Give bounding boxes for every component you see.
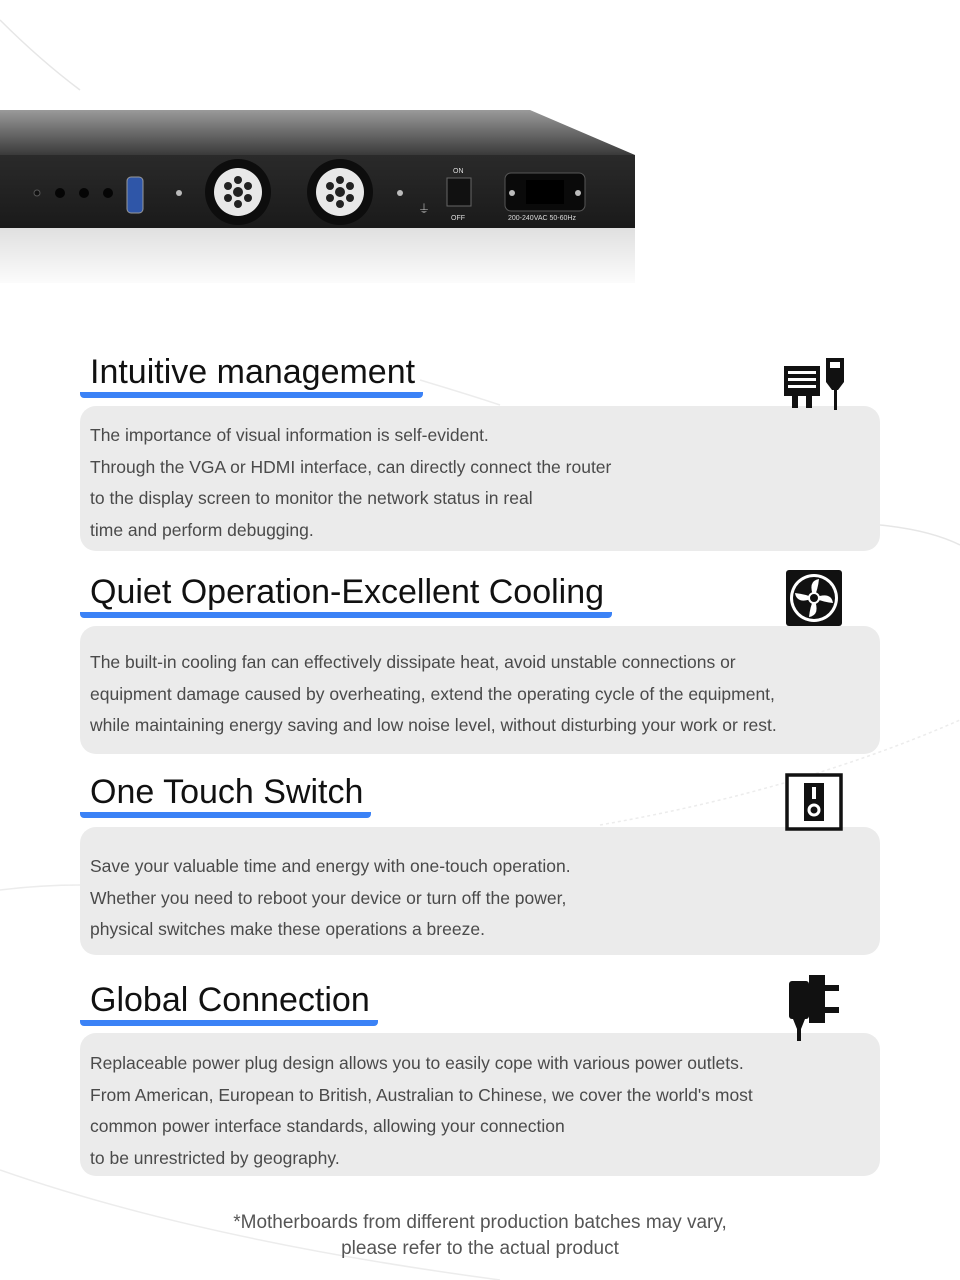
description-line: to be unrestricted by geography. [90,1147,340,1168]
description-line: Whether you need to reboot your device or turn off the power, [90,887,567,908]
power-plug-icon [785,973,843,1043]
section-title: Intuitive management [80,352,423,398]
switch-on-label: ON [453,168,464,175]
section-title: Quiet Operation-Excellent Cooling [80,572,612,618]
section-description-box [80,1033,880,1176]
section-description-box [80,406,880,551]
switch-off-label: OFF [451,215,465,222]
description-line: physical switches make these operations a breeze. [90,919,485,939]
footnote-line-2: please refer to the actual product [341,1238,619,1259]
section-description-box [80,827,880,955]
power-rating-label: 200-240VAC 50-60Hz [508,215,576,222]
description-line: while maintaining energy saving and low noise level, without disturbing your work or rest. [90,715,777,735]
vga-hdmi-port-icon [780,354,850,412]
description-line: From American, European to British, Australian to Chinese, we cover the world's most [90,1084,753,1105]
section-global-connection [80,980,880,1180]
description-line: to the display screen to monitor the network status in real [90,488,533,508]
description-line: Replaceable power plug design allows you to easily cope with various power outlets. [90,1053,744,1073]
section-one-touch-switch [80,772,880,957]
description-line: equipment damage caused by overheating, extend the operating cycle of the equipment, [90,683,775,704]
description-line: Through the VGA or HDMI interface, can directly connect the router [90,456,612,477]
power-switch-icon [785,773,843,831]
footnote [0,1210,960,1262]
fan-icon [785,569,843,627]
section-title: Global Connection [80,980,378,1026]
description-line: Save your valuable time and energy with one-touch operation. [90,856,571,876]
section-description-box [80,626,880,754]
footnote-line-1: *Motherboards from different production batches may vary, [233,1212,727,1233]
section-intuitive-management [80,352,880,552]
section-title: One Touch Switch [80,772,371,818]
description-line: time and perform debugging. [90,519,314,540]
description-line: common power interface standards, allowing your connection [90,1116,565,1136]
description-line: The built-in cooling fan can effectively dissipate heat, avoid unstable connections or [90,652,736,672]
section-quiet-operation [80,572,880,757]
svg-text:⏚: ⏚ [418,202,431,216]
description-line: The importance of visual information is self-evident. [90,425,489,445]
router-rear-panel-image [0,100,640,290]
